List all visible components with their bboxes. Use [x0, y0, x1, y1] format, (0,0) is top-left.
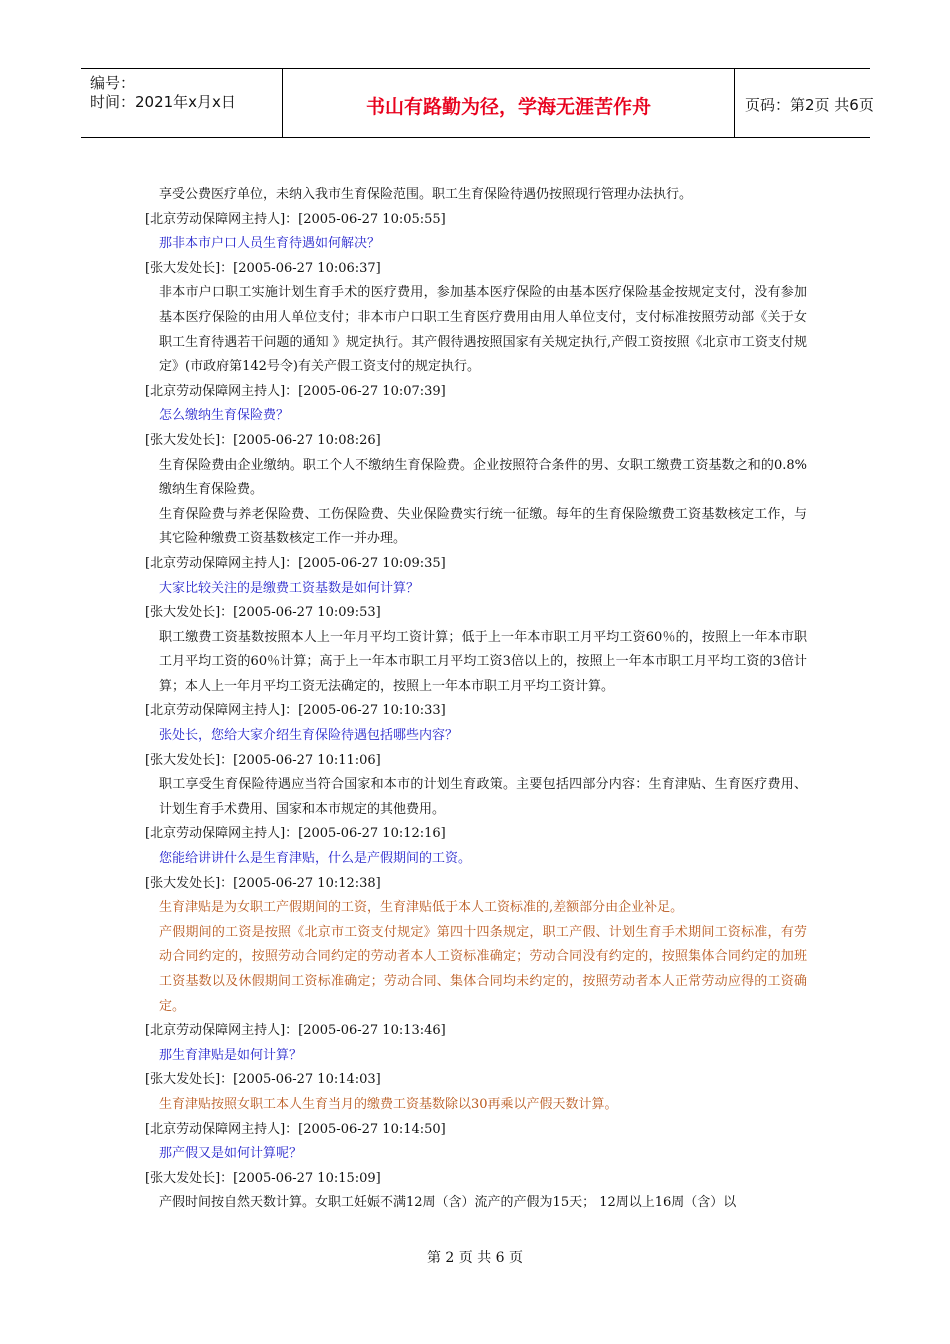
speaker-timestamp: [张大发处长]：[2005-06-27 10:14:03]	[145, 1072, 381, 1088]
speaker-timestamp: [北京劳动保障网主持人]：[2005-06-27 10:12:16]	[145, 826, 446, 842]
document-date-label: 时间：2021年x月x日	[90, 93, 236, 111]
answer-paragraph: 生育保险费与养老保险费、工伤保险费、失业保险费实行统一征缴。每年的生育保险缴费工资基数核定工作，与其它险种缴费工资基数核定工作一并办理。	[159, 506, 807, 547]
header-page-cell	[735, 69, 874, 137]
header-page-code: 页码：第2页 共6页	[745, 96, 874, 114]
host-question: 那产假又是如何计算呢？	[159, 1146, 303, 1162]
header-info-cell	[81, 69, 283, 137]
answer-line: 产假时间按自然天数计算。女职工妊娠不满12周（含）流产的产假为15天； 12周以上16周（含）以	[159, 1195, 737, 1211]
header-motto-cell	[283, 69, 735, 137]
answer-line: 享受公费医疗单位，未纳入我市生育保险范围。职工生育保险待遇仍按照现行管理办法执行。	[159, 187, 693, 202]
speaker-timestamp: [张大发处长]：[2005-06-27 10:06:37]	[145, 260, 381, 276]
host-question: 张处长，您给大家介绍生育保险待遇包括哪些内容？	[159, 728, 459, 744]
speaker-timestamp: [张大发处长]：[2005-06-27 10:15:09]	[145, 1170, 381, 1186]
speaker-timestamp: [北京劳动保障网主持人]：[2005-06-27 10:09:35]	[145, 555, 446, 571]
answer-paragraph: 生育保险费由企业缴纳。职工个人不缴纳生育保险费。企业按照符合条件的男、女职工缴费工资基数之和的0.8%缴纳生育保险费。	[159, 457, 807, 498]
page-header	[81, 68, 874, 138]
host-question: 您能给讲讲什么是生育津贴，什么是产假期间的工资。	[159, 851, 472, 867]
speaker-timestamp: [北京劳动保障网主持人]：[2005-06-27 10:07:39]	[145, 383, 446, 399]
highlighted-answer-paragraph: 产假期间的工资是按照《北京市工资支付规定》第四十四条规定，职工产假、计划生育手术期间工资标准，有劳动合同约定的，按照劳动合同约定的劳动者本人工资标准确定；劳动合同没有约定的，按照集体合同约定的加班工资基数以及休假期间工资标准确定；劳动合同、集体合同均未约定的，按照劳动者本人正常劳动应得的工资确定。	[159, 924, 807, 1014]
host-question: 大家比较关注的是缴费工资基数是如何计算？	[159, 580, 420, 596]
answer-paragraph: 职工缴费工资基数按照本人上一年月平均工资计算；低于上一年本市职工月平均工资60％的，按照上一年本市职工月平均工资的60％计算；高于上一年本市职工月平均工资3倍以上的，按照上一年本市职工月平均工资的3倍计算；本人上一年月平均工资无法确定的，按照上一年本市职工月平均工资计算。	[159, 629, 807, 694]
host-question: 那生育津贴是如何计算？	[159, 1047, 303, 1063]
document-number-label: 编号：	[90, 74, 136, 92]
speaker-timestamp: [张大发处长]：[2005-06-27 10:12:38]	[145, 875, 381, 891]
speaker-timestamp: [北京劳动保障网主持人]：[2005-06-27 10:05:55]	[145, 211, 446, 227]
speaker-timestamp: [北京劳动保障网主持人]：[2005-06-27 10:10:33]	[145, 703, 446, 719]
speaker-timestamp: [北京劳动保障网主持人]：[2005-06-27 10:14:50]	[145, 1121, 446, 1137]
host-question: 那非本市户口人员生育待遇如何解决？	[159, 236, 381, 252]
highlighted-answer: 生育津贴按照女职工本人生育当月的缴费工资基数除以30再乘以产假天数计算。	[159, 1096, 618, 1112]
speaker-timestamp: [张大发处长]：[2005-06-27 10:08:26]	[145, 432, 381, 448]
speaker-timestamp: [张大发处长]：[2005-06-27 10:11:06]	[145, 752, 381, 768]
answer-paragraph: 非本市户口职工实施计划生育手术的医疗费用，参加基本医疗保险的由基本医疗保险基金按规定支付，没有参加基本医疗保险的由用人单位支付；非本市户口职工生育医疗费用由用人单位支付，支付标准按照劳动部《关于女职工生育待遇若干问题的通知 》规定执行。其产假待遇按照国家有关规定执行,产假工资按照《北京市工资支付规定》(市政府第142号令)有关产假工资支付的规定执行。	[159, 285, 807, 375]
highlighted-answer: 生育津贴是为女职工产假期间的工资，生育津贴低于本人工资标准的,差额部分由企业补足。	[159, 900, 684, 916]
page-footer: 第 2 页 共 6 页	[426, 1250, 524, 1266]
document-body	[145, 183, 807, 1216]
speaker-timestamp: [北京劳动保障网主持人]：[2005-06-27 10:13:46]	[145, 1023, 446, 1039]
header-motto: 书山有路勤为径，学海无涯苦作舟	[365, 96, 651, 118]
answer-paragraph: 职工享受生育保险待遇应当符合国家和本市的计划生育政策。主要包括四部分内容：生育津贴、生育医疗费用、计划生育手术费用、国家和本市规定的其他费用。	[159, 777, 807, 817]
speaker-timestamp: [张大发处长]：[2005-06-27 10:09:53]	[145, 605, 381, 621]
host-question: 怎么缴纳生育保险费？	[159, 408, 290, 424]
